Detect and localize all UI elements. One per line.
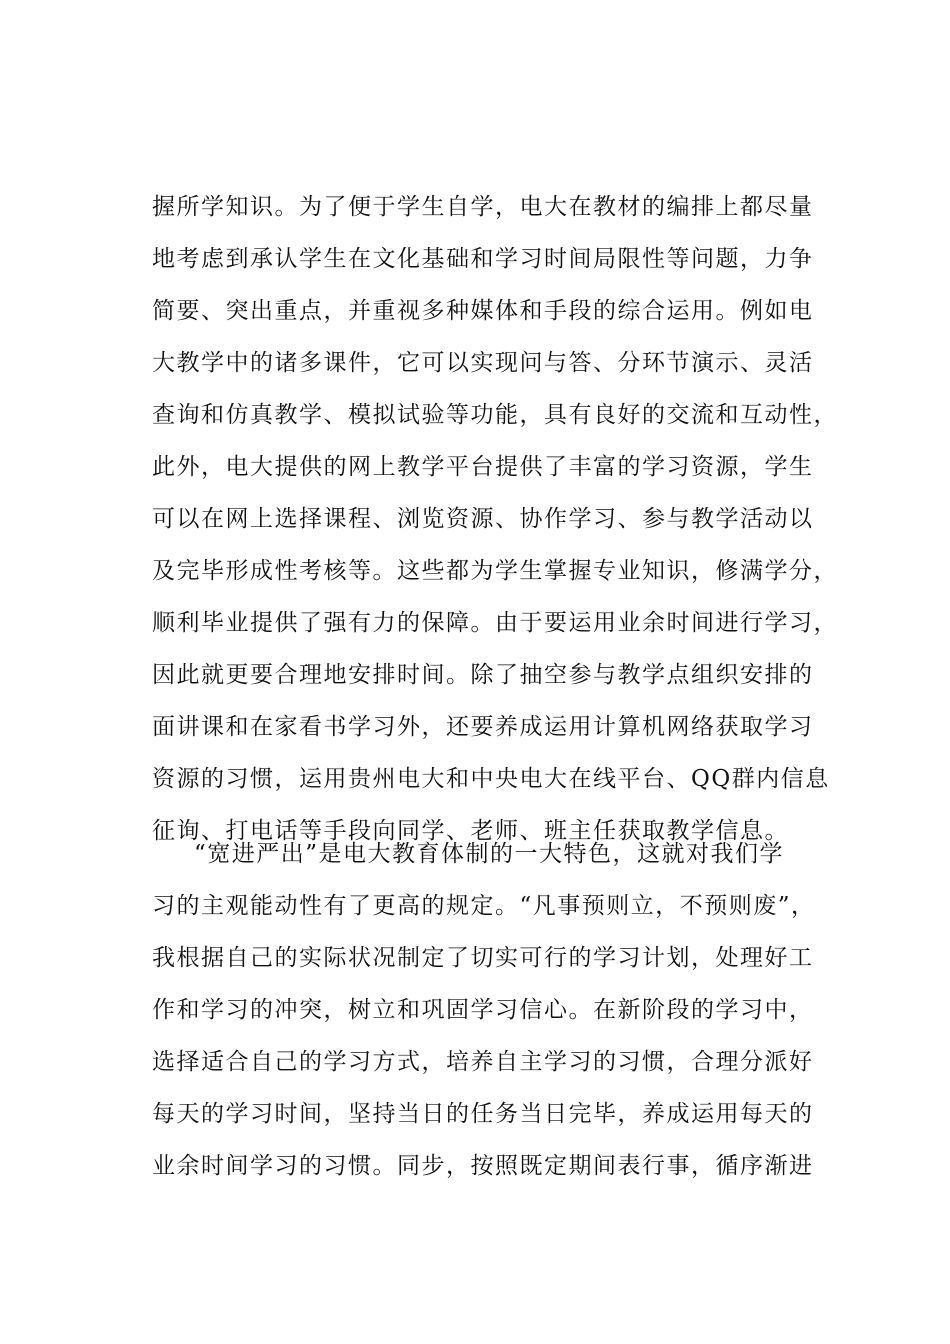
paragraph-2 (152, 828, 832, 1192)
text-line: 资源的习惯，运用贵州电大和中央电大在线平台、QQ群内信息 (152, 766, 830, 792)
text-line: 我根据自己的实际状况制定了切实可行的学习计划，处理好工 (152, 945, 814, 971)
paragraph-1 (152, 181, 838, 857)
text-line: 业余时间学习的习惯。同步，按照既定期间表行事，循序渐进 (152, 1153, 814, 1179)
text-line: 简要、突出重点，并重视多种媒体和手段的综合运用。例如电 (152, 298, 814, 324)
text-line: 可以在网上选择课程、浏览资源、协作学习、参与教学活动以 (152, 506, 814, 532)
text-line: 选择适合自己的学习方式，培养自主学习的习惯，合理分派好 (152, 1049, 814, 1075)
text-line: 此外，电大提供的网上教学平台提供了丰富的学习资源，学生 (152, 454, 814, 480)
text-line: 地考虑到承认学生在文化基础和学习时间局限性等问题，力争 (152, 246, 814, 272)
text-line: 查询和仿真教学、模拟试验等功能，具有良好的交流和互动性， (152, 402, 838, 428)
text-line: 征询、打电话等手段向同学、老师、班主任获取教学信息。 (152, 818, 789, 844)
text-line: 顺利毕业提供了强有力的保障。由于要运用业余时间进行学习， (152, 610, 838, 636)
text-line: 作和学习的冲突，树立和巩固学习信心。在新阶段的学习中， (152, 997, 814, 1023)
text-line: 及完毕形成性考核等。这些都为学生掌握专业知识，修满学分， (152, 558, 838, 584)
text-line: 每天的学习时间，坚持当日的任务当日完毕，养成运用每天的 (152, 1101, 814, 1127)
text-line-first-indented: “宽进严出”是电大教育体制的一大特色，这就对我们学 (194, 841, 785, 867)
text-line: 大教学中的诸多课件，它可以实现问与答、分环节演示、灵活 (152, 350, 814, 376)
text-line: 习的主观能动性有了更高的规定。“凡事预则立，不预则废”， (152, 893, 816, 919)
text-line: 面讲课和在家看书学习外，还要养成运用计算机网络获取学习 (152, 714, 814, 740)
text-line: 因此就更要合理地安排时间。除了抽空参与教学点组织安排的 (152, 662, 814, 688)
text-line: 握所学知识。为了便于学生自学，电大在教材的编排上都尽量 (152, 194, 814, 220)
